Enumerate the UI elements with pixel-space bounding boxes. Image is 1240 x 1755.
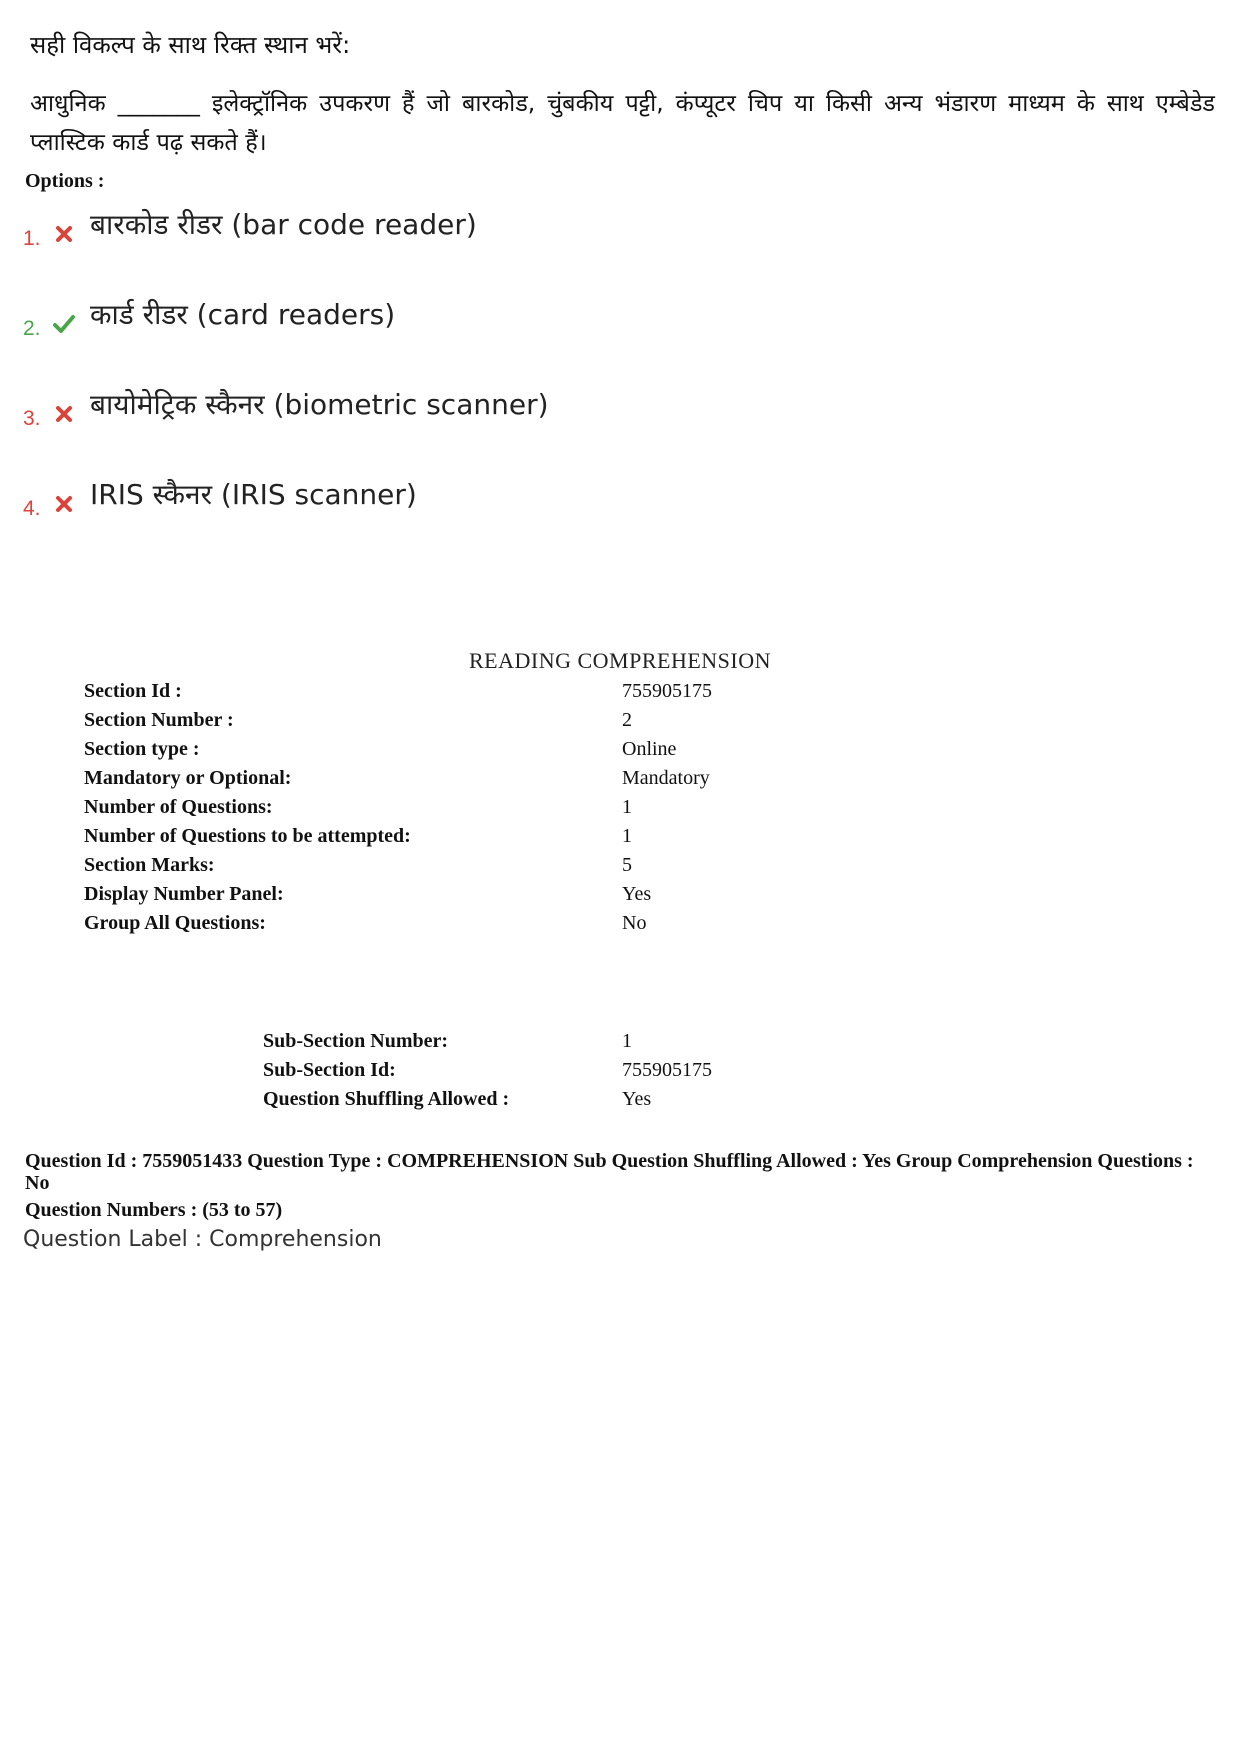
question-text: आधुनिक _______ इलेक्ट्रॉनिक उपकरण हैं जो बारकोड, चुंबकीय पट्टी, कंप्यूटर चिप या किसी अन्य भंडारण माध्यम के साथ एम्बेडेड प्लास्टिक कार्ड पढ़ सकते हैं। <box>30 89 1215 156</box>
subsection-details <box>0 1027 1240 1117</box>
cross-icon <box>53 403 75 425</box>
mandatory-value: Mandatory <box>622 767 710 789</box>
subsection-id-label: Sub-Section Id: <box>263 1059 396 1081</box>
section-details <box>0 677 1240 947</box>
num-attempted-label: Number of Questions to be attempted: <box>84 825 411 847</box>
cross-icon <box>53 493 75 515</box>
section-title: READING COMPREHENSION <box>468 648 771 673</box>
option-number: 2. <box>23 317 41 340</box>
subsection-number-value: 1 <box>622 1030 632 1052</box>
shuffling-label: Question Shuffling Allowed : <box>263 1088 510 1110</box>
option-number: 1. <box>23 227 41 250</box>
option-text: बारकोड रीडर (bar code reader) <box>90 208 477 241</box>
section-type-label: Section type : <box>84 738 200 760</box>
subsection-id-value: 755905175 <box>622 1059 712 1081</box>
subsection-number-label: Sub-Section Number: <box>263 1030 449 1052</box>
option-text: कार्ड रीडर (card readers) <box>90 298 396 331</box>
mandatory-label: Mandatory or Optional: <box>84 767 292 789</box>
options-label: Options : <box>25 170 105 192</box>
section-number-label: Section Number : <box>84 709 234 731</box>
group-questions-value: No <box>622 912 647 934</box>
question-instruction: सही विकल्प के साथ रिक्त स्थान भरें: <box>30 31 351 59</box>
group-questions-label: Group All Questions: <box>84 912 266 934</box>
num-questions-value: 1 <box>622 796 632 818</box>
section-marks-value: 5 <box>622 854 632 876</box>
shuffling-value: Yes <box>622 1088 652 1110</box>
check-icon <box>53 313 75 335</box>
num-questions-label: Number of Questions: <box>84 796 273 818</box>
number-panel-label: Display Number Panel: <box>84 883 284 905</box>
section-number-value: 2 <box>622 709 632 731</box>
question-meta: Question Id : 7559051433 Question Type : COMPREHENSION Sub Question Shuffling Allowed : Yes Group Comprehension Questions : No <box>25 1150 1194 1194</box>
section-id-label: Section Id : <box>84 680 182 702</box>
option-text: बायोमेट्रिक स्कैनर (biometric scanner) <box>90 388 549 421</box>
section-marks-label: Section Marks: <box>84 854 215 876</box>
option-number: 3. <box>23 407 41 430</box>
question-label: Question Label : Comprehension <box>23 1227 382 1252</box>
option-number: 4. <box>23 497 41 520</box>
cross-icon <box>53 223 75 245</box>
section-type-value: Online <box>622 738 677 760</box>
number-panel-value: Yes <box>622 883 652 905</box>
option-text: IRIS स्कैनर (IRIS scanner) <box>90 478 417 511</box>
num-attempted-value: 1 <box>622 825 632 847</box>
section-id-value: 755905175 <box>622 680 712 702</box>
question-numbers: Question Numbers : (53 to 57) <box>25 1199 283 1221</box>
